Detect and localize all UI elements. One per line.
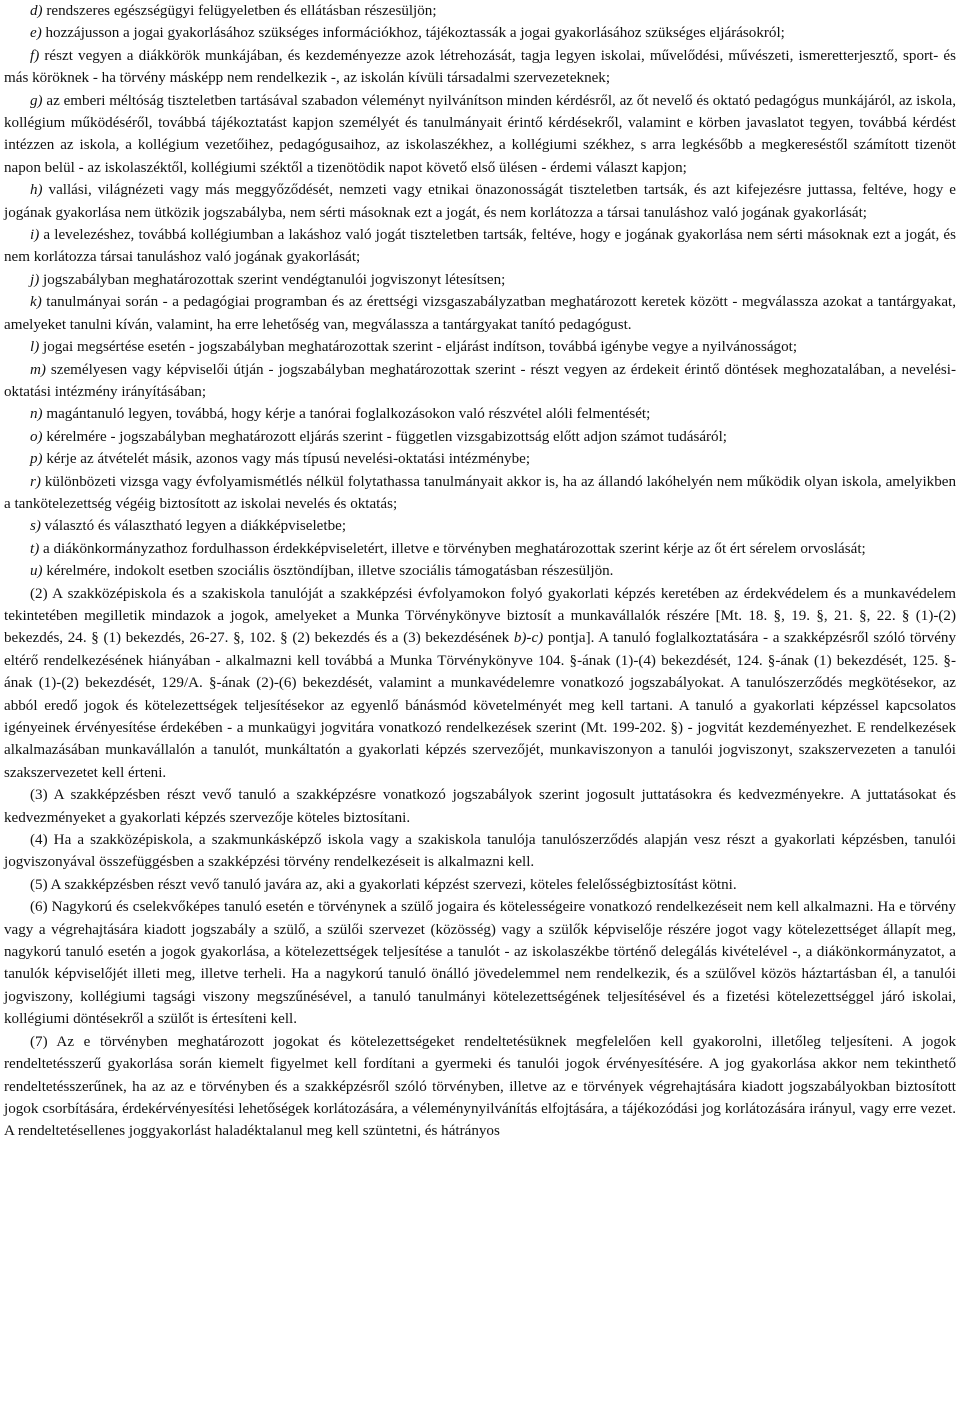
item-label: f) [30,47,40,64]
item-label: e) [30,25,42,42]
list-item [4,515,956,537]
item-text: jogai megsértése esetén - jogszabályban meghatározottak szerint - eljárást indítson, továbbá igénybe vegye a nyilvánosságot; [39,339,798,356]
item-text: tanulmányai során - a pedagógiai programban és az érettségi vizsgaszabályzatban meghatározott keretek között - megválassza azokat a tantárgyakat, amelyeket tanulni kíván, valamint, ha erre lehetőség van, megválassza a tantárgyakat tanító pedagógust. [4,294,956,333]
list-item [4,224,956,269]
paragraph-text: (3) A szakképzésben részt vevő tanuló a szakképzésre vonatkozó jogszabályok szerint jogosult juttatásokra és kedvezményekre. A juttatásokat és kedvezményeket a gyakorlati képzés szervezője köteles biztosítani. [4,787,956,826]
item-label: d) [30,3,43,19]
list-item [4,538,956,560]
paragraph-text: (2) A szakközépiskola és a szakiskola tanulóját a szakképzési évfolyamokon folyó gyakorlati képzés keretében az érdekvédelem és a munkavédelem tekintetében megilletik mindazok a jogok, amelyeket a Munka Törvénykönyve biztosít a munkavállalók részére [Mt. 18. §, 19. §, 21. §, 22. § (1)-(2) bekezdés, 24. § (1) bekezdés, 26-27. §, 102. § (2) bekezdés és a (3) bekezdésének [4,585,956,647]
item-label: p) [30,451,43,468]
paragraph-text: (7) Az e törvényben meghatározott jogokat és kötelezettségeket rendeltetésüknek megfelelően kell gyakorolni, illetőleg teljesíteni. A jogok rendeltetésszerű gyakorlása során kiemelt figyelmet kell fordítani a gyermeki és tanulói jogok érvényesítésére. A jog gyakorlása akkor nem tekinthető rendeltetésszerűnek, ha az az e törvényben és a szakképzésről szóló törvényben, illetve az e törvények végrehajtására kiadott jogszabályokban biztosított jogok csorbítására, érdekérvényesítési lehetőségek korlátozására, a véleménynyilvánítás elfojtására, a tájékozódási jog korlátozására irányul, vagy erre vezet. A rendeltetésellenes joggyakorlást haladéktalanul meg kell szüntetni, és hátrányos [4,1033,956,1140]
list-item [4,45,956,90]
item-label: h) [30,182,43,199]
list-item [4,403,956,425]
item-text: a levelezéshez, továbbá kollégiumban a lakáshoz való jogát tiszteletben tartsák, feltéve, hogy e jogának gyakorlása nem sérti másoknak ezt a jogát, és nem korlátozza társai tanuláshoz való jogának gyakorlását; [4,227,956,266]
list-item [4,336,956,358]
item-text: kérje az átvételét másik, azonos vagy más típusú nevelési-oktatási intézménybe; [42,451,531,468]
item-label: j) [30,271,40,288]
list-item [4,269,956,291]
item-label: g) [30,92,43,109]
paragraph [4,874,956,896]
item-label: o) [30,428,43,445]
document-page [4,0,956,1143]
item-label: k) [30,294,42,311]
item-text: az emberi méltóság tiszteletben tartásával szabadon véleményt nyilvánítson minden kérdésről, az őt nevelő és oktató pedagógus munkájáról, az iskola, kollégium működéséről, továbbá tájékoztatást kapjon személyét és tanulmányait érintő kérdésekről, valamint e körben javaslatot tegyen, továbbá kérdést intézzen az iskola, a kollégium vezetőihez, pedagógusaihoz, az iskolaszékhez, a kollégiumi székhez, s arra legkésőbb a megkereséstől számított tizenöt napon belül - az iskolaszéktől, kollégiumi széktől a tizenötödik napot követő első ülésen - érdemi választ kapjon; [4,92,956,176]
item-text: jogszabályban meghatározottak szerint vendégtanulói jogviszonyt létesítsen; [39,271,506,288]
list-item [4,471,956,516]
paragraph [4,829,956,874]
item-text: kérelmére, indokolt esetben szociális ösztöndíjban, illetve szociális támogatásban részesüljön. [42,563,614,580]
item-label: n) [30,406,43,423]
item-text: hozzájusson a jogai gyakorlásához szükséges információkhoz, tájékoztassák a jogai gyakorlásához szükséges eljárásokról; [41,25,785,42]
item-label: t) [30,540,40,557]
paragraph [4,583,956,785]
item-label: l) [30,339,40,356]
item-text: kérelmére - jogszabályban meghatározott eljárás szerint - független vizsgabizottság előtt adjon számot tudásáról; [42,428,727,445]
item-label: m) [30,361,46,378]
paragraph-text: (5) A szakképzésben részt vevő tanuló javára az, aki a gyakorlati képzést szervezi, köteles felelősségbiztosítást kötni. [30,876,737,893]
list-item [4,291,956,336]
list-item [4,0,956,22]
item-text: a diákönkormányzathoz fordulhasson érdekképviseletért, illetve e törvényben meghatározottak szerint kérje az őt ért sérelem orvoslását; [39,540,866,557]
item-label: i) [30,227,40,244]
item-text: választó és választható legyen a diákképviseletbe; [40,518,347,535]
list-item [4,90,956,180]
list-item [4,448,956,470]
item-text: személyesen vagy képviselői útján - jogszabályban meghatározottak szerint - részt vegyen az érdekeit érintő döntések meghozatalában, a nevelési-oktatási intézmény irányításában; [4,361,956,400]
list-item [4,560,956,582]
paragraph-italic: b)-c) [513,630,544,647]
paragraph-text: (6) Nagykorú és cselekvőképes tanuló esetén e törvénynek a szülő jogaira és kötelességeire vonatkozó rendelkezéseit nem kell alkalmazni. Ha e törvény vagy a végrehajtására kiadott jogszabály a szülő, a szülői szervezet (közösség) vagy a szülők képviselője részére jogot vagy kötelezettséget állapít meg, nagykorú tanuló esetén a jogok gyakorlása, a kötelezettségek teljesítése a tanulót - az iskolaszékbe történő delegálás kivételével -, a diákönkormányzatot, a tanulók képviselőjét illeti meg, illetve terheli. Ha a nagykorú tanuló önálló jövedelemmel nem rendelkezik, és a szülővel közös háztartásban él, a tanulói jogviszony, kollégiumi tagsági viszony megszűnésével, a tanuló tanulmányi kötelezettségének teljesítésével és a fizetési kötelezettséggel járó iskolai, kollégiumi döntésekről a szülőt is értesíteni kell. [4,899,956,1028]
list-item [4,359,956,404]
paragraph-rest: pontja]. A tanuló foglalkoztatására - a szakképzésről szóló törvény eltérő rendelkezésének hiányában - alkalmazni kell továbbá a Munka Törvénykönyve 104. §-ának (1)-(4) bekezdését, 124. §-ának (1) bekezdését, 125. §-ának (1)-(2) bekezdését, 129/A. §-ának (2)-(6) bekezdését, valamint a munkavédelemre vonatkozó jogszabályokat. A tanulószerződés megkötésekor, az abból eredő jogok és kötelezettségek teljesítésekor az egyenlő bánásmód követelményét meg kell tartani. A tanuló a gyakorlati képzéssel kapcsolatos igényeinek érvényesítése érdekében - a munkaügyi jogvitára vonatkozó rendelkezések szerint (Mt. 199-202. §) - jogvitát kezdeményezhet. E rendelkezések alkalmazásában munkavállalón a tanulót, munkáltatón a gyakorlati képzés szervezőjét, munkaviszonyon a tanulói jogviszonyt, szakszervezeten a tanulói szakszervezetet kell érteni. [4,630,956,781]
item-text: különbözeti vizsga vagy évfolyamismétlés nélkül folytathassa tanulmányait akkor is, ha az állandó lakóhelyén nem működik olyan iskola, amelyikben a tankötelezettség végéig biztosított az iskolai nevelés és oktatás; [4,473,956,512]
item-text: magántanuló legyen, továbbá, hogy kérje a tanórai foglalkozásokon való részvétel alóli felmentését; [42,406,651,423]
item-text: vallási, világnézeti vagy más meggyőződését, nemzeti vagy etnikai önazonosságát tiszteletben tartsák, és azt kifejezésre juttassa, feltéve, hogy e jogának gyakorlása nem ütközik jogszabályba, nem sérti másoknak ezt a jogát, és nem korlátozza a társai tanuláshoz való jogának gyakorlását; [4,182,956,221]
item-label: r) [30,473,41,490]
paragraph [4,784,956,829]
item-text: rendszeres egészségügyi felügyeletben és ellátásban részesüljön; [42,3,437,19]
item-text: részt vegyen a diákkörök munkájában, és kezdeményezze azok létrehozását, tagja legyen iskolai, művelődési, művészeti, ismeretterjesztő, sport- és más köröknek - ha törvény másképp nem rendelkezik -, az iskolán kívüli társadalmi szervezeteknek; [4,47,956,87]
list-item [4,179,956,224]
paragraph-text: (4) Ha a szakközépiskola, a szakmunkásképző iskola vagy a szakiskola tanulója tanulószerződés alapján vesz részt a gyakorlati képzésben, tanulói jogviszonyával összefüggésben a szakképzési törvény rendelkezéseit is alkalmazni kell. [4,832,956,871]
paragraph [4,896,956,1030]
numbered-paragraphs [4,583,956,1143]
item-label: u) [30,563,43,580]
list-item [4,426,956,448]
paragraph [4,1031,956,1143]
rights-list [4,0,956,583]
item-label: s) [30,518,41,535]
list-item [4,22,956,44]
